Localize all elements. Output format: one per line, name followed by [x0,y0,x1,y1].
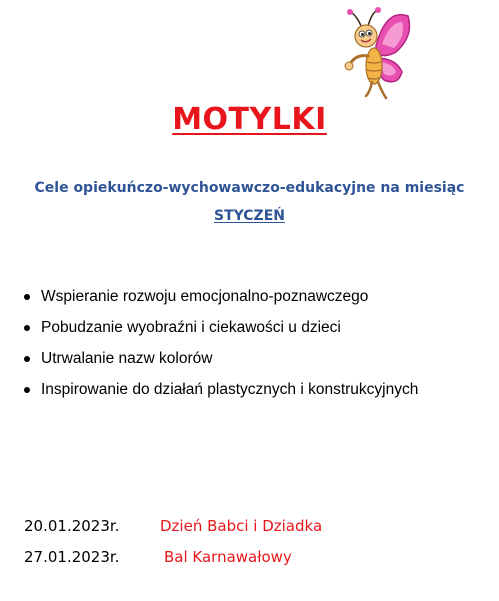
list-item [24,317,418,348]
event-name: Dzień Babci i Dziadka [160,517,323,535]
goals-heading [0,178,499,227]
bullet-icon [24,294,30,300]
list-item [24,348,418,379]
month-label: STYCZEŃ [214,208,285,224]
goal-text: Inspirowanie do działań plastycznych i konstrukcyjnych [41,381,419,398]
goals-list [24,286,418,410]
goal-text: Pobudzanie wyobraźni i ciekawości u dzieci [41,319,341,336]
bullet-icon [24,356,30,362]
event-date: 20.01.2023r. [24,517,120,535]
event-name: Bal Karnawałowy [164,548,292,566]
page-title: MOTYLKI [172,102,327,137]
goals-heading-text: Cele opiekuńczo-wychowawczo-edukacyjne na miesiąc [34,180,465,196]
bullet-icon [24,387,30,393]
event-date: 27.01.2023r. [24,548,120,566]
goal-text: Wspieranie rozwoju emocjonalno-poznawczego [41,288,369,305]
bullet-icon [24,325,30,331]
list-item [24,286,418,317]
list-item [24,379,418,410]
goal-text: Utrwalanie nazw kolorów [41,350,213,367]
butterfly-icon [336,6,412,102]
